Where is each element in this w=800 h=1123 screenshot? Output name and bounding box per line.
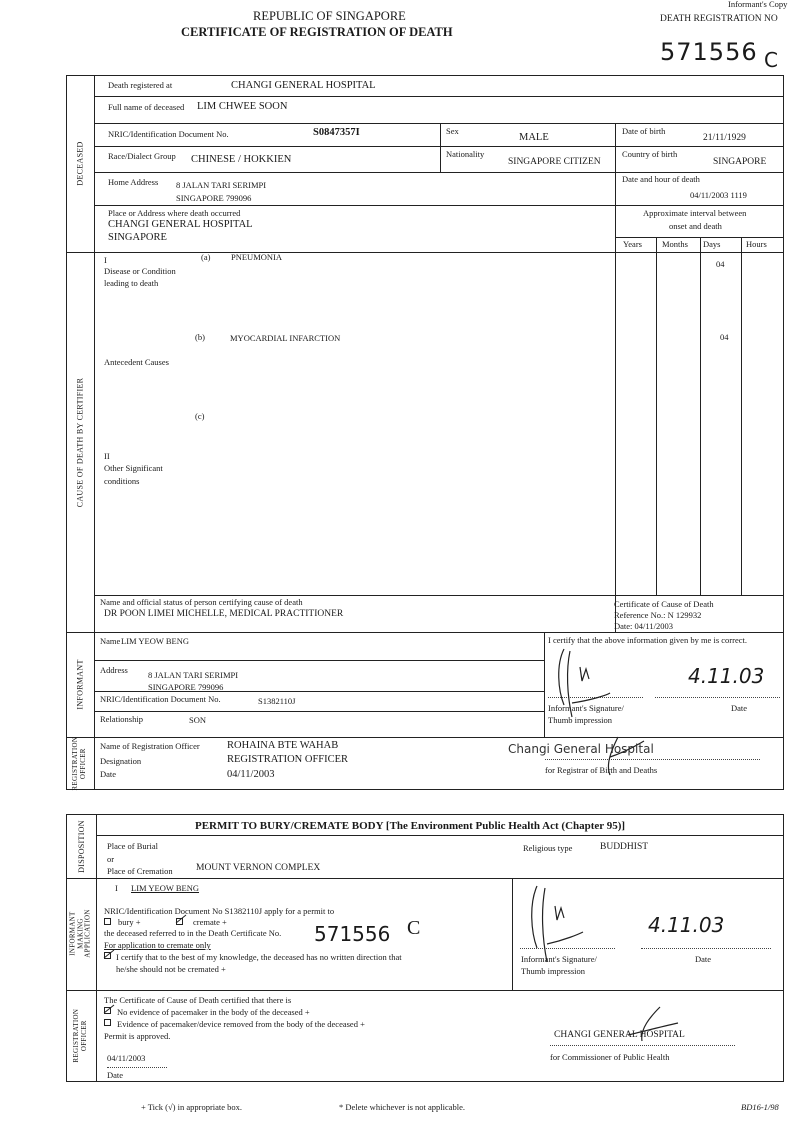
designation-label: Designation (100, 756, 142, 766)
cause-a-value: PNEUMONIA (231, 252, 282, 262)
informant-address-label: Address (100, 665, 128, 675)
informant-nric-label: NRIC/Identification Document No. (100, 694, 221, 704)
informant-address-2: SINGAPORE 799096 (148, 682, 224, 692)
reg-date-label: Date (100, 769, 117, 779)
pacemaker-removed-label: Evidence of pacemaker/device removed from the body of the deceased + (117, 1019, 365, 1029)
approved-date: 04/11/2003 (107, 1053, 146, 1063)
cremation-only-label: For application to cremate only (104, 940, 211, 950)
place-label: Place or Address where death occurred (108, 208, 241, 218)
registration-number: 571556 (660, 38, 758, 66)
section-informant: INFORMANT (75, 659, 85, 710)
section-registration: REGISTRATION OFFICER (71, 736, 88, 791)
cause-a-label: (a) (201, 252, 211, 262)
relationship-label: Relationship (100, 714, 143, 724)
cremation-label: Place of Cremation (107, 866, 173, 876)
other-label-2: conditions (104, 476, 140, 486)
country-heading: REPUBLIC OF SINGAPORE (253, 9, 406, 23)
antecedent-label: Antecedent Causes (104, 357, 169, 367)
reg-officer-label: Name of Registration Officer (100, 741, 200, 751)
dob-value: 21/11/1929 (703, 133, 746, 143)
address-label: Home Address (108, 177, 159, 187)
days-header: Days (703, 239, 721, 249)
relationship-value: SON (189, 715, 207, 725)
permit-signature (525, 882, 585, 972)
for-registrar: for Registrar of Birth and Deaths (545, 765, 658, 775)
certify-line2: he/she should not be cremated + (116, 964, 226, 974)
hours-header: Hours (746, 239, 767, 249)
nationality-label: Nationality (446, 149, 485, 159)
cause-b-value: MYOCARDIAL INFARCTION (230, 333, 341, 343)
approved-date-label: Date (107, 1070, 124, 1080)
copy-label: Informant's Copy (728, 0, 788, 9)
certifier-label: Name and official status of person certifying cause of death (100, 597, 303, 607)
cause-b-days: 04 (720, 332, 729, 342)
permit-cert-suffix: C (407, 917, 421, 939)
no-direction-tick-icon (102, 948, 116, 962)
cremate-label: cremate + (193, 917, 227, 927)
pacemaker-intro: The Certificate of Cause of Death certified that there is (104, 995, 292, 1005)
referred-label: the deceased referred to in the Death Certificate No. (104, 928, 282, 938)
cause-a-days: 04 (716, 259, 725, 269)
page-title: CERTIFICATE OF REGISTRATION OF DEATH (181, 25, 453, 39)
nric-value: S0847357I (313, 127, 360, 138)
full-name-value: LIM CHWEE SOON (197, 101, 288, 112)
informant-handwritten-date: 4.11.03 (688, 664, 765, 688)
dod-value: 04/11/2003 1119 (690, 190, 747, 200)
section-reg-officer-2: REGISTRATION OFFICER (72, 1009, 89, 1063)
registration-suffix: C (764, 48, 778, 72)
place-line1: CHANGI GENERAL HOSPITAL (108, 219, 253, 230)
informant-date-label: Date (731, 703, 748, 713)
cob-label: Country of birth (622, 149, 678, 159)
section-disposition: DISPOSITION (76, 819, 86, 873)
informant-signature (552, 645, 612, 725)
registered-at-label: Death registered at (108, 80, 173, 90)
race-value: CHINESE / HOKKIEN (191, 154, 292, 165)
cob-value: SINGAPORE (713, 157, 767, 167)
bury-checkbox[interactable] (104, 918, 111, 925)
burial-label: Place of Burial (107, 841, 158, 851)
nric-label: NRIC/Identification Document No. (108, 129, 229, 139)
reg-date-value: 04/11/2003 (227, 769, 275, 780)
cause-b-label: (b) (195, 332, 205, 342)
registrar-signature (600, 735, 650, 780)
race-label: Race/Dialect Group (108, 151, 176, 161)
religion-label: Religious type (523, 843, 573, 853)
permit-handwritten-date: 4.11.03 (648, 913, 725, 937)
interval-label-2: onset and death (669, 221, 722, 231)
permit-thumb-label: Thumb impression (521, 966, 585, 976)
permit-title: PERMIT TO BURY/CREMATE BODY [The Environment Public Health Act (Chapter 95)] (195, 820, 626, 832)
months-header: Months (662, 239, 688, 249)
informant-name-value: LIM YEOW BENG (121, 636, 189, 646)
permit-sig-label: Informant's Signature/ (521, 954, 597, 964)
section-application: INFORMANT MAKING APPLICATION (68, 909, 92, 959)
informant-nric-value: S1382110J (258, 696, 296, 706)
certifier-value: DR POON LIMEI MICHELLE, MEDICAL PRACTITIONER (104, 609, 344, 619)
footer-delete-note: * Delete whichever is not applicable. (339, 1102, 466, 1112)
full-name-label: Full name of deceased (108, 102, 185, 112)
cause-c-label: (c) (195, 411, 205, 421)
disease-label-2: leading to death (104, 278, 159, 288)
cert-date: Date: 04/11/2003 (614, 621, 673, 631)
section-cause: CAUSE OF DEATH BY CERTIFIER (75, 377, 85, 507)
no-pacemaker-label: No evidence of pacemaker in the body of the deceased + (117, 1007, 310, 1017)
designation-value: REGISTRATION OFFICER (227, 754, 349, 765)
registered-at-value: CHANGI GENERAL HOSPITAL (231, 80, 376, 91)
sex-value: MALE (519, 132, 549, 143)
cremate-tick-icon (174, 913, 188, 927)
pacemaker-removed-checkbox[interactable] (104, 1019, 111, 1026)
cert-ref: Reference No.: N 129932 (614, 610, 702, 620)
other-label-1: Other Significant (104, 463, 163, 473)
address-line2: SINGAPORE 799096 (176, 193, 252, 203)
reg-officer-value: ROHAINA BTE WAHAB (227, 740, 339, 751)
informant-name-label: Name (100, 636, 121, 646)
place-line2: SINGAPORE (108, 232, 167, 243)
commissioner-signature (620, 1005, 680, 1045)
interval-label-1: Approximate interval between (643, 208, 747, 218)
bury-label: bury + (118, 917, 141, 927)
reg-no-label: DEATH REGISTRATION NO (660, 14, 778, 24)
permit-cert-number: 571556 (314, 922, 391, 946)
disease-label-1: Disease or Condition (104, 266, 176, 276)
dob-label: Date of birth (622, 126, 666, 136)
or-label: or (107, 854, 115, 864)
applicant-name: LIM YEOW BENG (131, 883, 199, 893)
nationality-value: SINGAPORE CITIZEN (508, 157, 601, 167)
part-one-label: I (104, 255, 107, 265)
certify-line1: I certify that to the best of my knowledge, the deceased has no written direction that (116, 952, 402, 962)
commissioner-hospital: CHANGI GENERAL HOSPITAL (554, 1030, 685, 1040)
permit-approved: Permit is approved. (104, 1031, 171, 1041)
form-number: BD16-1/98 (741, 1102, 779, 1112)
sex-label: Sex (446, 126, 459, 136)
footer-tick-note: + Tick (√) in appropriate box. (141, 1102, 243, 1112)
dod-label: Date and hour of death (622, 174, 700, 184)
years-header: Years (623, 239, 642, 249)
informant-thumb-label: Thumb impression (548, 715, 612, 725)
cert-label: Certificate of Cause of Death (614, 599, 714, 609)
part-two-label: II (104, 451, 110, 461)
permit-date-label: Date (695, 954, 712, 964)
applicant-i: I (115, 883, 118, 893)
cremation-value: MOUNT VERNON COMPLEX (196, 863, 321, 873)
hospital-stamp: Changi General Hospital (508, 742, 654, 756)
informant-sig-label: Informant's Signature/ (548, 703, 624, 713)
section-deceased: DECEASED (75, 141, 85, 186)
no-pacemaker-tick-icon (102, 1003, 116, 1017)
for-commissioner: for Commissioner of Public Health (550, 1052, 670, 1062)
application-line1: NRIC/Identification Document No S1382110J apply for a permit to (104, 906, 335, 916)
informant-address-1: 8 JALAN TARI SERIMPI (148, 670, 239, 680)
address-line1: 8 JALAN TARI SERIMPI (176, 180, 267, 190)
religion-value: BUDDHIST (600, 842, 649, 852)
informant-certify: I certify that the above information given by me is correct. (548, 635, 747, 645)
